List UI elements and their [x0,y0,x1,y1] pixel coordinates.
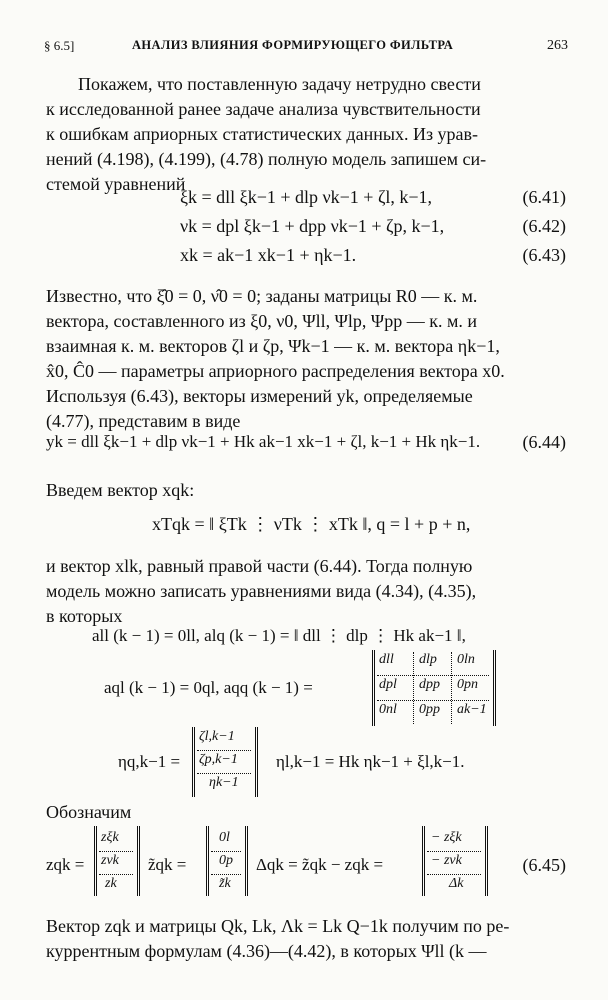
text-line: нений (4.198), (4.199), (4.78) полную модель запишем си- [46,149,487,169]
equation-6-43: xk = ak−1 xk−1 + ηk−1. [180,245,357,265]
equation-number: (6.42) [522,216,566,236]
matrix-cell: 0nl [379,702,397,717]
text-line: Известно, что ξ̂0 = 0, ν̂0 = 0; заданы матрицы R0 — к. м. [46,286,478,306]
matrix-cell: dlp [419,652,437,667]
equation-z-qk: zqk = [46,855,85,874]
matrix-z [94,826,140,896]
text-line: x̂0, Ĉ0 — параметры априорного распределения вектора x0. [46,361,505,381]
equation-delta: Δqk = z̃qk − zqk = [256,855,384,874]
matrix-cell: dll [379,652,394,667]
section-ref: § 6.5] [44,38,75,53]
matrix-cell: ηk−1 [209,775,239,790]
text-line: в которых [46,606,123,626]
matrix-cell: zξk [101,830,119,845]
text-line: стемой уравнений [46,174,186,194]
text-line: вектора, составленного из ξ0, ν0, Ψll, Ψlp, Ψpp — к. м. и [46,311,477,331]
matrix-cell: z̃k [219,876,231,891]
equation-number: (6.44) [522,432,566,452]
paragraph-recurrent [46,914,568,964]
matrix-cell: ζp,k−1 [199,752,238,767]
text-line: к ошибкам априорных статистических данных. Из урав- [46,124,479,144]
paragraph-vector [46,478,568,503]
paragraph-intro [46,72,568,197]
equation-number: (6.45) [522,855,566,875]
matrix-eta [192,727,258,797]
text-line: Используя (6.43), векторы измерений yk, определяемые [46,386,473,406]
matrix-cell: Δk [449,876,464,891]
equation-number: (6.43) [522,245,566,265]
text-line: Введем вектор xqk: [46,480,195,500]
equation-number: (6.41) [522,187,566,207]
matrix-cell: zk [105,876,117,891]
equation-a-ll: all (k − 1) = 0ll, alq (k − 1) = ‖ dll ⋮ dlp ⋮ Hk ak−1 ‖, [92,626,466,645]
text-line: к исследованной ранее задаче анализа чувствительности [46,99,481,119]
equation-eta-l: ηl,k−1 = Hk ηk−1 + ξl,k−1. [276,752,465,771]
text-line: Вектор zqk и матрицы Qk, Lk, Λk = Lk Q−1k получим по ре- [46,916,510,936]
text-line: взаимная к. м. векторов ζl и ζp, Ψk−1 — к. м. вектора ηk−1, [46,336,500,356]
matrix-cell: − zνk [431,853,462,868]
matrix-cell: 0l [219,830,230,845]
text-line: Покажем, что поставленную задачу нетрудно свести [78,74,481,94]
text-line: куррентным формулам (4.36)—(4.42), в которых Ψll (k — [46,941,487,961]
text-line: модель можно записать уравнениями вида (4.34), (4.35), [46,581,477,601]
matrix-cell: dpl [379,677,397,692]
matrix-z-tilde [206,826,248,896]
matrix-cell: 0ln [457,652,475,667]
running-header [44,38,568,60]
matrix-cell: ζl,k−1 [199,729,235,744]
equation-6-44: yk = dll ξk−1 + dlp νk−1 + Hk ak−1 xk−1 + ζl, k−1 + Hk ηk−1. [46,432,481,451]
matrix-cell: ak−1 [457,702,487,717]
text-line: (4.77), представим в виде [46,411,241,431]
matrix-cell: 0p [219,853,233,868]
matrix-cell: zνk [101,853,119,868]
matrix-cell: dpp [419,677,440,692]
page-number: 263 [547,38,568,53]
text-line: Обозначим [46,802,132,822]
matrix-aqq [372,650,496,726]
paragraph-model [46,554,568,629]
equation-z-qk-tilde: z̃qk = [148,855,187,874]
equation-6-41: ξk = dll ξk−1 + dlp νk−1 + ζl, k−1, [180,187,433,207]
equation-a-ql: aql (k − 1) = 0ql, aqq (k − 1) = [104,678,313,697]
equation-eta-q: ηq,k−1 = [118,752,181,771]
matrix-delta [422,826,488,896]
matrix-cell: 0pp [419,702,440,717]
paragraph-denote [46,800,568,825]
matrix-cell: 0pn [457,677,478,692]
equation-6-42: νk = dpl ξk−1 + dpp νk−1 + ζp, k−1, [180,216,445,236]
chapter-title: АНАЛИЗ ВЛИЯНИЯ ФОРМИРУЮЩЕГО ФИЛЬТРА [132,38,454,52]
text-line: и вектор xlk, равный правой части (6.44). Тогда полную [46,556,473,576]
matrix-cell: − zξk [431,830,462,845]
paragraph-known [46,284,568,434]
equation-x-vector: xTqk = ‖ ξTk ⋮ νTk ⋮ xTk ‖, q = l + p + n, [152,514,471,534]
